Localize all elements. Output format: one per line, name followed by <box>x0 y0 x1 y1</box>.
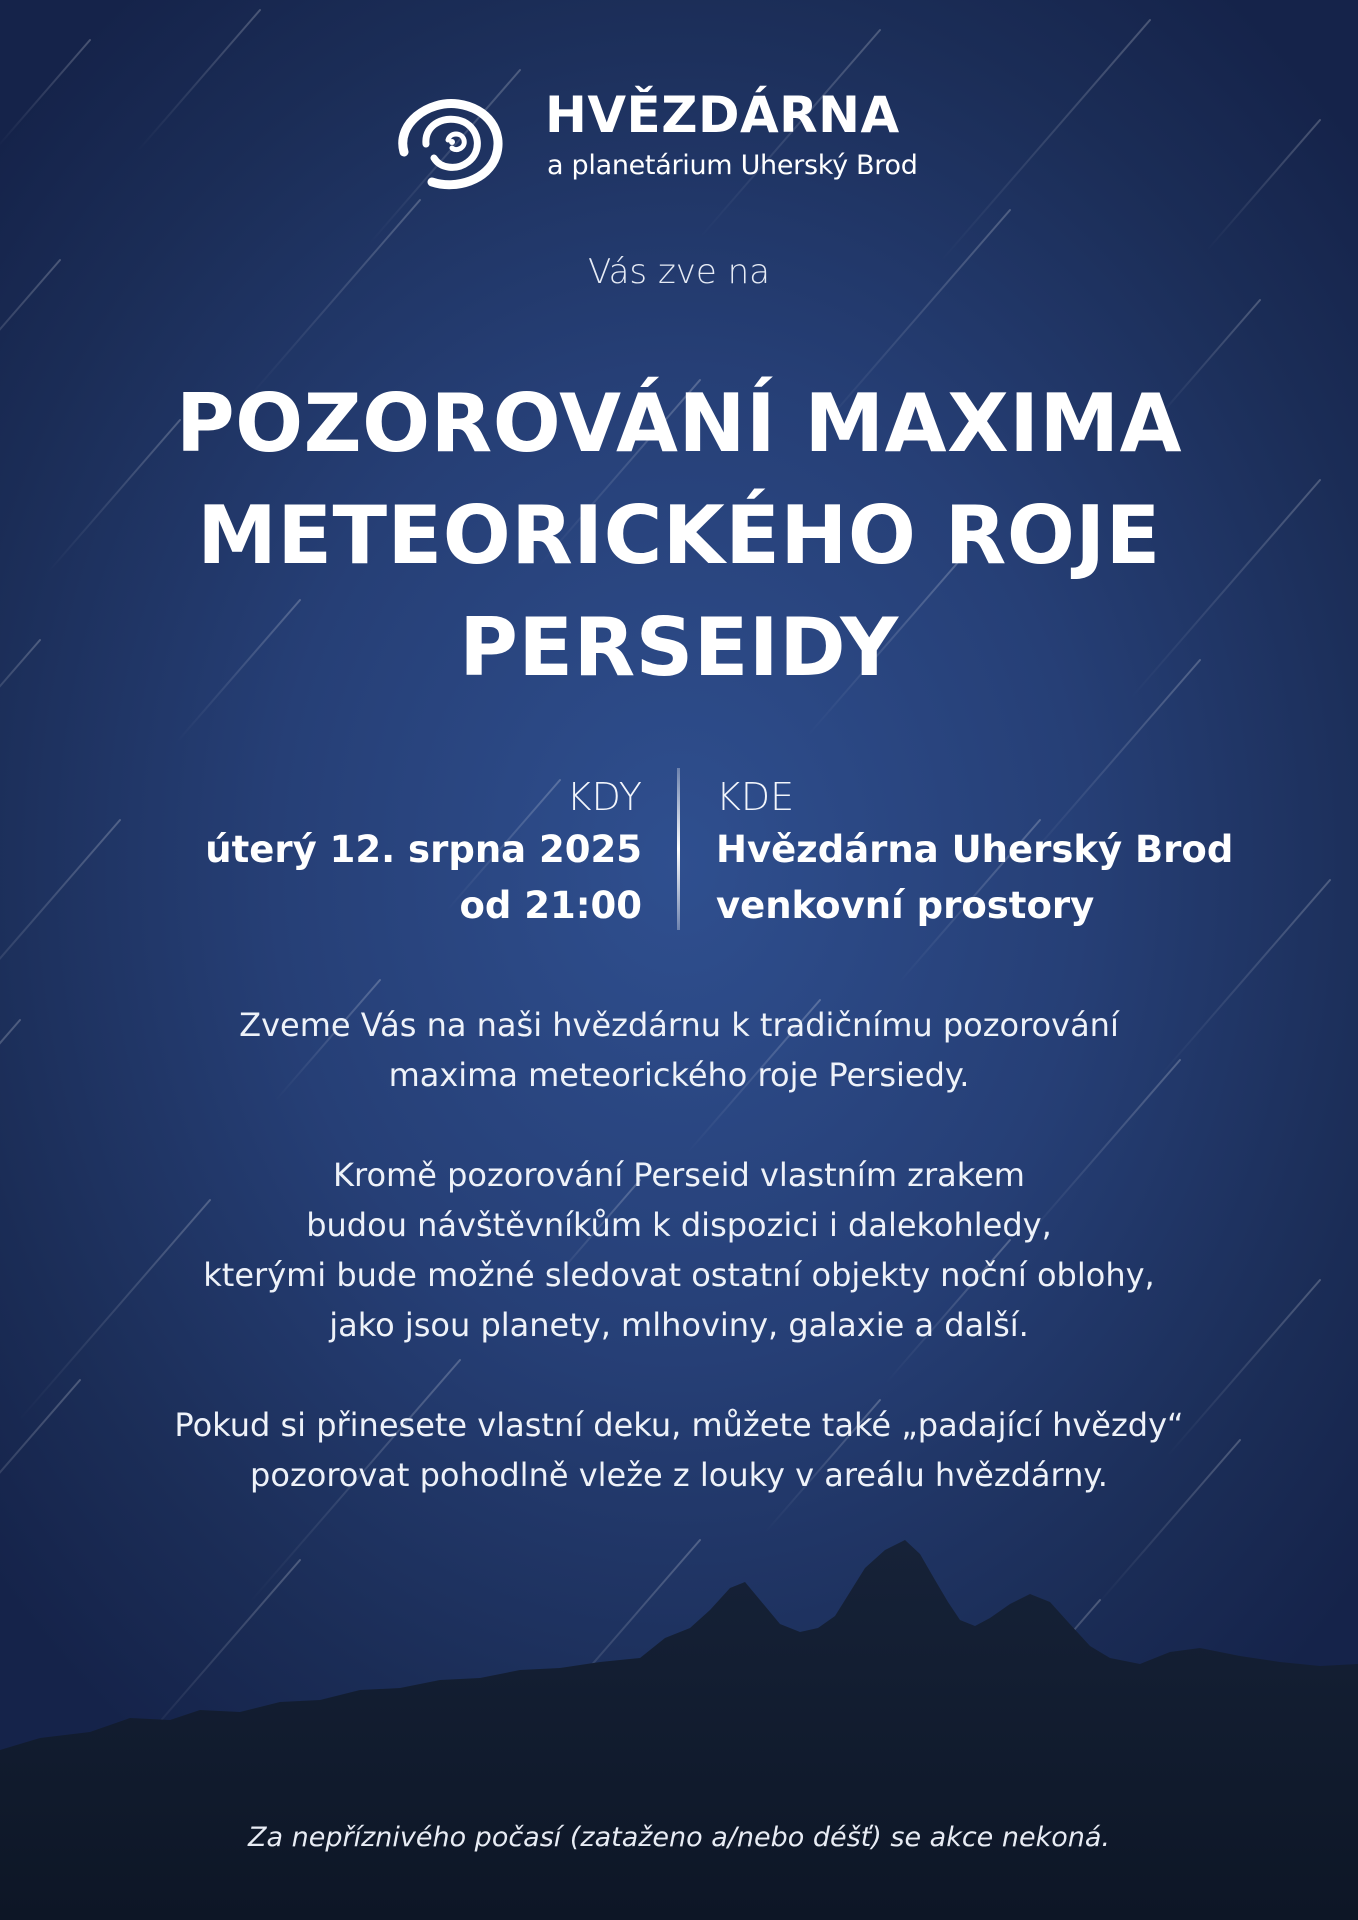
meteor-streak <box>941 20 1150 261</box>
meteor-streak <box>0 640 40 749</box>
when-time: od 21:00 <box>459 884 642 927</box>
paragraph <box>60 1000 1298 1100</box>
when-label: KDY <box>566 775 642 819</box>
description <box>60 1000 1298 1550</box>
where-label: KDE <box>716 775 795 819</box>
observatory-logo <box>392 86 972 195</box>
when-block <box>205 772 642 934</box>
paragraph <box>60 1400 1298 1500</box>
where-area: venkovní prostory <box>716 884 1095 927</box>
logo-subtitle: a planetárium Uherský Brod <box>547 150 918 181</box>
mountain-silhouette <box>0 1540 1358 1920</box>
paragraph-line: Zveme Vás na naši hvězdárnu k tradičnímu pozorování <box>239 1006 1119 1044</box>
where-place: Hvězdárna Uherský Brod <box>716 828 1234 871</box>
weather-notice: Za nepříznivého počasí (zataženo a/nebo déšť) se akce nekoná. <box>248 1822 1110 1853</box>
meteor-streak <box>0 1020 20 1251</box>
spiral-galaxy-icon <box>392 94 506 190</box>
meteor-streak <box>138 10 260 151</box>
where-block <box>716 772 1233 934</box>
event-title <box>40 368 1318 704</box>
vertical-divider <box>677 768 680 930</box>
paragraph <box>60 1150 1298 1350</box>
paragraph-line: budou návštěvníkům k dispozici i dalekohledy, <box>306 1206 1052 1244</box>
paragraph-line: kterými bude možné sledovat ostatní objekty noční oblohy, <box>203 1256 1155 1294</box>
paragraph-line: pozorovat pohodlně vleže z louky v areálu hvězdárny. <box>250 1456 1108 1494</box>
meteor-streak <box>0 40 90 148</box>
paragraph-line: Kromě pozorování Perseid vlastním zrakem <box>333 1156 1025 1194</box>
paragraph-line: jako jsou planety, mlhoviny, galaxie a další. <box>329 1306 1029 1344</box>
title-line: METEORICKÉHO ROJE <box>197 489 1161 582</box>
paragraph-line: Pokud si přinesete vlastní deku, můžete také „padající hvězdy“ <box>174 1406 1184 1444</box>
title-line: POZOROVÁNÍ MAXIMA <box>175 377 1183 470</box>
logo-name: HVĚZDÁRNA <box>545 86 900 144</box>
title-line: PERSEIDY <box>459 601 899 694</box>
paragraph-line: maxima meteorického roje Persiedy. <box>388 1056 970 1094</box>
when-date: úterý 12. srpna 2025 <box>205 828 642 871</box>
meteor-streak <box>1207 120 1320 251</box>
invite-text: Vás zve na <box>587 252 771 292</box>
